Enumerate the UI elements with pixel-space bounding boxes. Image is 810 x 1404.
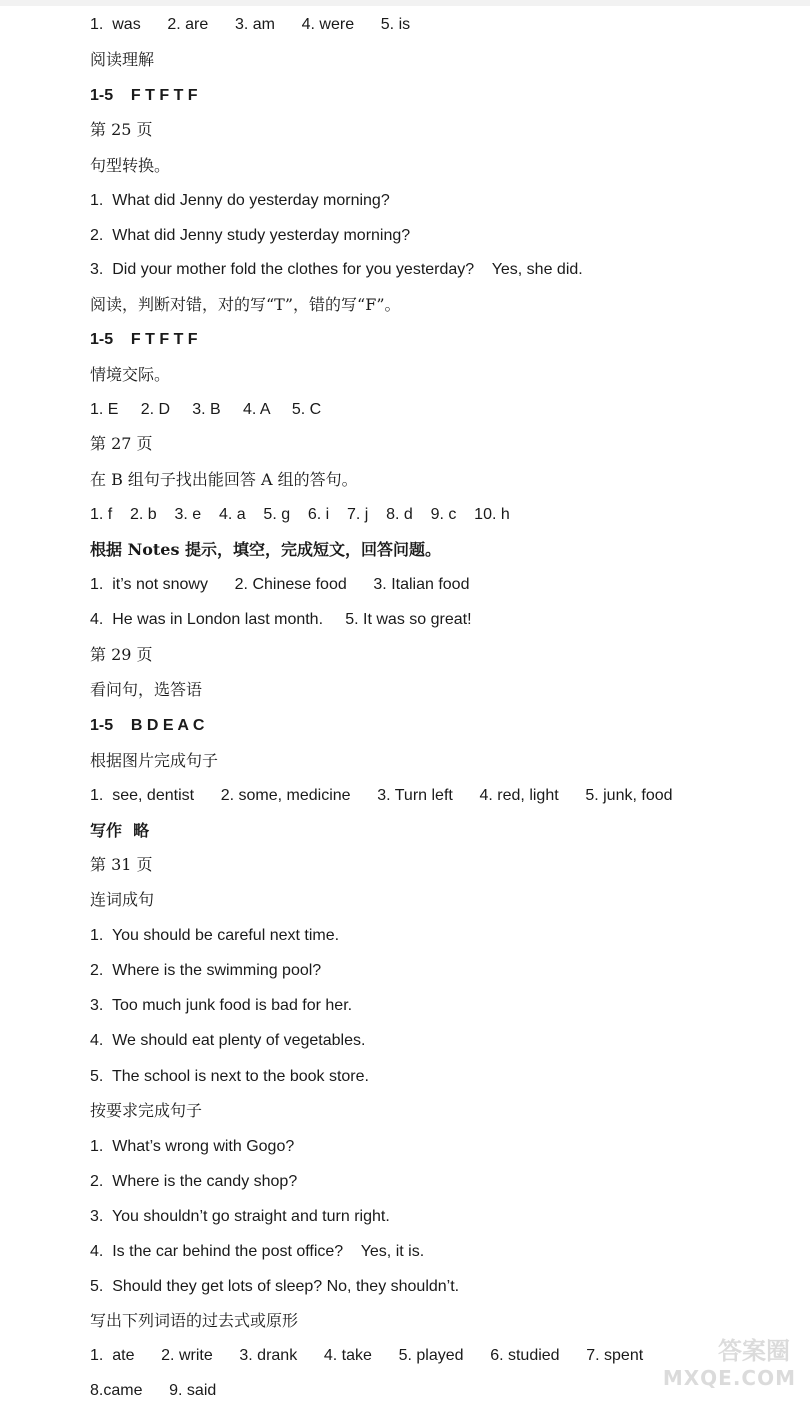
top-strip (0, 0, 810, 6)
answer-line: 1. f 2. b 3. e 4. a 5. g 6. i 7. j 8. d 9. c 10. h (90, 506, 510, 523)
page-heading-31: 第 31 页 (90, 855, 153, 874)
page-heading-25: 第 25 页 (90, 120, 153, 139)
answer-line-reading: 1-5 F T F T F (90, 87, 198, 104)
section-heading: 在 B 组句子找出能回答 A 组的答句。 (90, 470, 358, 489)
answer-line: 4. We should eat plenty of vegetables. (90, 1032, 366, 1049)
section-heading: 看问句，选答语 (90, 680, 203, 699)
answer-line: 1. see, dentist 2. some, medicine 3. Turn left 4. red, light 5. junk, food (90, 787, 673, 804)
answer-line: 1-5 F T F T F (90, 331, 198, 348)
section-heading-reading: 阅读理解 (90, 50, 155, 69)
section-heading: 连词成句 (90, 890, 155, 909)
section-heading: 句型转换。 (90, 156, 171, 175)
answer-line: 1-5 B D E A C (90, 717, 205, 734)
section-heading: 根据图片完成句子 (90, 751, 219, 770)
section-heading: 写出下列词语的过去式或原形 (90, 1311, 299, 1330)
watermark-site: MXQE.COM (662, 1366, 796, 1390)
answer-line: 4. He was in London last month. 5. It was so great! (90, 611, 472, 628)
page-heading-27: 第 27 页 (90, 434, 153, 453)
watermark (654, 1338, 804, 1398)
watermark-logo: 答案圈 (718, 1337, 790, 1365)
section-heading: 根据 Notes 提示，填空，完成短文，回答问题。 (90, 540, 442, 559)
answer-line: 2. Where is the swimming pool? (90, 962, 322, 979)
answer-line: 8.came 9. said (90, 1382, 217, 1399)
section-heading: 情境交际。 (90, 365, 171, 384)
answer-line: 5. Should they get lots of sleep? No, they shouldn’t. (90, 1278, 460, 1295)
answer-line: 2. Where is the candy shop? (90, 1173, 298, 1190)
answer-line: 1. E 2. D 3. B 4. A 5. C (90, 401, 322, 418)
section-heading: 阅读，判断对错，对的写“T”，错的写“F”。 (90, 295, 401, 314)
section-heading: 按要求完成句子 (90, 1101, 203, 1120)
answer-line: 4. Is the car behind the post office? Yes, it is. (90, 1243, 425, 1260)
answer-line: 3. Did your mother fold the clothes for you yesterday? Yes, she did. (90, 261, 583, 278)
answer-line: 3. You shouldn’t go straight and turn right. (90, 1208, 390, 1225)
page-heading-29: 第 29 页 (90, 645, 153, 664)
answer-line: 1. What’s wrong with Gogo? (90, 1138, 295, 1155)
section-heading-writing: 写作 略 (90, 821, 150, 840)
answer-line-1: 1. was 2. are 3. am 4. were 5. is (90, 16, 411, 33)
answer-line: 1. ate 2. write 3. drank 4. take 5. played 6. studied 7. spent (90, 1347, 644, 1364)
answer-line: 5. The school is next to the book store. (90, 1068, 369, 1085)
answer-line: 3. Too much junk food is bad for her. (90, 997, 353, 1014)
answer-line: 1. You should be careful next time. (90, 927, 340, 944)
answer-line: 1. it’s not snowy 2. Chinese food 3. Italian food (90, 576, 470, 593)
answer-line: 1. What did Jenny do yesterday morning? (90, 192, 390, 209)
answer-line: 2. What did Jenny study yesterday morning? (90, 227, 411, 244)
